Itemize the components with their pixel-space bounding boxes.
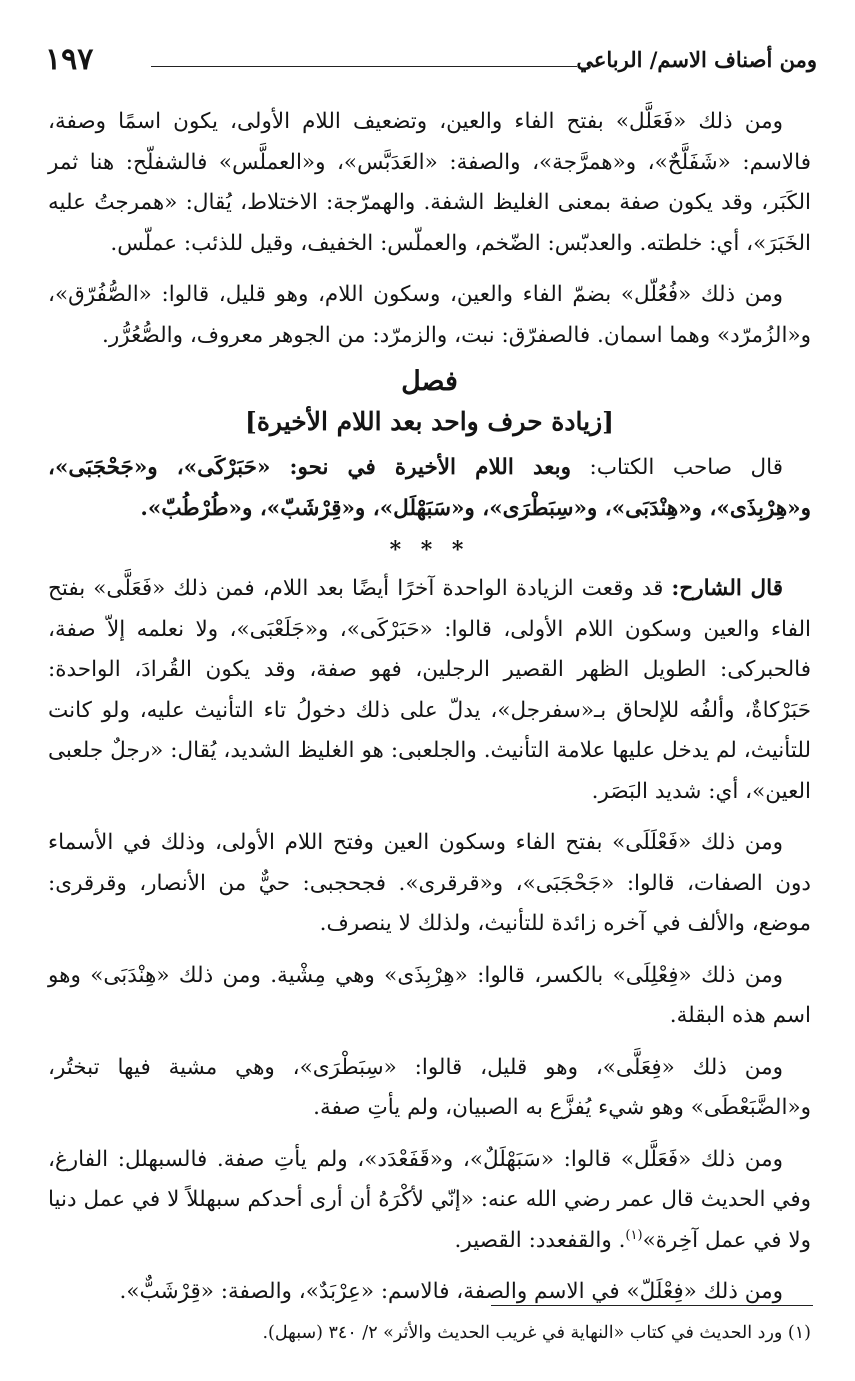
commentary-paragraph: ومن ذلك «فِعْلِلَى» بالكسر، قالوا: «هِرْبِذَى» وهي مِشْية. ومن ذلك «هِنْدَبَى» وهو اسم هذه البقلة. — [48, 962, 811, 1028]
section-title: فصل — [401, 366, 458, 397]
paragraph: ومن ذلك «فُعُلّل» بضمّ الفاء والعين، وسكون اللام، وهو قليل، قالوا: «الصُّفُرّق»، و«الزُمرّد» وهما اسمان. فالصفرّق: نبت، والزمرّد: من الجوهر معروف، والصُّعُرُّر. — [48, 282, 811, 348]
commentator-label: قال الشارح: — [671, 576, 783, 601]
footnote-reference[interactable]: (١) — [625, 1227, 643, 1243]
commentary-text: . والقفعدد: القصير. — [454, 1227, 626, 1253]
paragraph: ومن ذلك «فَعَلَّل» بفتح الفاء والعين، وتضعيف اللام الأولى، يكون اسمًا وصفة، فالاسم: «شَفَلَّحٌ»، و«همرَّجة»، والصفة: «العَدَبَّس»، و«العملَّس» فالشفلّح: هنا ثمر الكَبَر، وقد يكون صفة بمعنى الغليظ الشفة. والهمرّجة: الاختلاط، يُقال: «همرجتُ عليه الخَبَرَ»، أي: خلطته. والعدبّس: الضّخم، والعملّس: الخفيف، وقيل للذئب: عملّس. — [48, 109, 811, 256]
quote-text: وبعد اللام الأخيرة في نحو: «حَبَرْكَى»، و«جَحْجَبَى»، و«هِرْبِذَى»، و«هِنْدَبَى»، و«سِبَطْرَى»، و«سَبَهْلَل»، و«قِرْشَبّ»، و«طُرْطُبّ». — [48, 455, 811, 521]
commentary-paragraph — [48, 569, 811, 812]
asterisk-separator: * * * — [389, 537, 470, 563]
commentary-text: قد وقعت الزيادة الواحدة آخرًا أيضًا بعد اللام، فمن ذلك «فَعَلَّى» بفتح الفاء والعين وسكون اللام الأولى، قالوا: «حَبَرْكَى»، و«جَلَعْبَى»، ولا نعلمه إلاّ صفة، فالحبركى: الطويل الظهر القصير الرجلين، فهو صفة، وقد يكون القُرادَ، الواحدة: حَبَرْكاةٌ، وألفُه للإلحاق بـ«سفرجل»، يدلّ على ذلك دخولُ تاء التأنيث عليه، ولو كانت للتأنيث، لم يدخل عليها علامة التأنيث. والجلعبى: هو الغليظ الشديد، يُقال: «رجلٌ جلعبى العين»، أي: شديد البَصَر. — [48, 576, 811, 804]
quote-intro: قال صاحب الكتاب: — [589, 455, 784, 480]
body-text — [48, 102, 811, 1324]
footnote: (١) ورد الحديث في كتاب «النهاية في غريب الحديث والأثر» ٢/ ٣٤٠ (سبهل). — [262, 1323, 811, 1343]
running-header — [45, 40, 817, 80]
page-number: ١٩٧ — [45, 42, 94, 77]
section-subtitle: [زيادة حرف واحد بعد اللام الأخيرة] — [244, 407, 614, 436]
commentary-paragraph: ومن ذلك «فِعَلَّى»، وهو قليل، قالوا: «سِبَطْرَى»، وهي مشية فيها تبختُر، و«الضَّبَعْطَى» وهو شيء يُفزَّع به الصبيان، ولم يأتِ صفة. — [48, 1054, 811, 1120]
running-title: ومن أصناف الاسم/ الرباعي — [576, 47, 817, 72]
commentary-paragraph: ومن ذلك «فِعْلَلّ» في الاسم والصفة، فالاسم: «عِرْبَدٌ»، والصفة: «قِرْشَبٌّ». — [119, 1279, 783, 1304]
header-rule — [151, 66, 577, 67]
commentary-text: ومن ذلك «فَعَلَّل» قالوا: «سَبَهْلَلٌ»، و«قَفَعْدَد»، ولم يأتِ صفة. فالسبهلل: الفارغ، وفي الحديث قال عمر رضي الله عنه: «إنّي لأكْرَهُ أن أرى أحدكم سبهللاً لا في عمل دنيا ولا في عمل آخِرة» — [48, 1146, 811, 1253]
footnote-rule — [491, 1305, 813, 1306]
commentary-paragraph: ومن ذلك «فَعْلَلَى» بفتح الفاء وسكون العين وفتح اللام الأولى، وذلك في الأسماء دون الصفات، قالوا: «جَحْجَبَى»، و«قرقرى». فجحجبى: حيٌّ من الأنصار، وقرقرى: موضع، والألف في آخره زائدة للتأنيث، ولذلك لا ينصرف. — [48, 830, 811, 936]
author-quote — [48, 448, 811, 529]
commentary-paragraph — [48, 1140, 811, 1262]
